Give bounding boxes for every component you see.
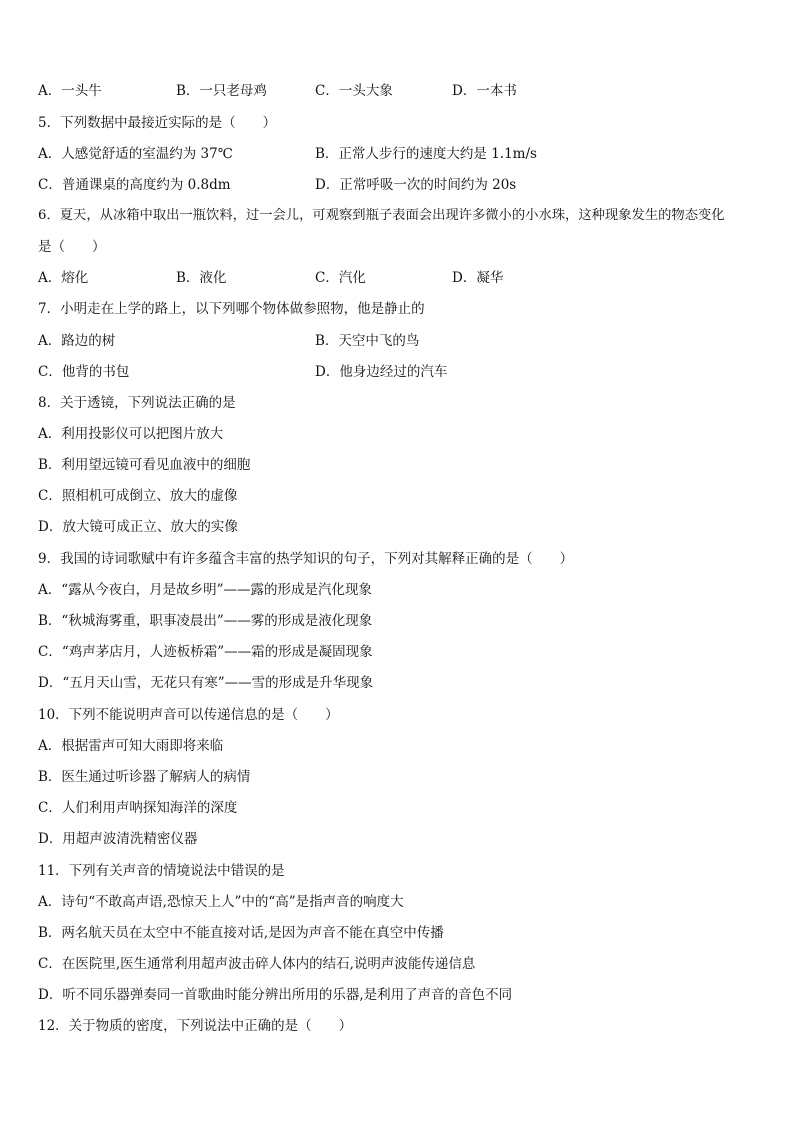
q7-option-b: B．天空中飞的鸟 [315, 333, 420, 349]
q6-option-c: C．汽化 [315, 270, 366, 286]
q9-option-b: B．“秋城海雾重，职事凌晨出”——雾的形成是液化现象 [38, 613, 373, 629]
q4-option-c: C．一头大象 [315, 83, 393, 99]
q9-option-a: A．“露从今夜白，月是故乡明”——露的形成是汽化现象 [38, 582, 373, 598]
q11-option-a: A．诗句“不敢高声语,恐惊天上人”中的“高”是指声音的响度大 [38, 894, 404, 910]
q10-option-c: C．人们利用声呐探知海洋的深度 [38, 800, 238, 816]
q4-option-a: A．一头牛 [38, 83, 102, 99]
q11-option-c: C．在医院里,医生通常利用超声波击碎人体内的结石,说明声波能传递信息 [38, 956, 476, 972]
q7-option-d: D．他身边经过的汽车 [315, 364, 448, 380]
q5-option-c: C．普通课桌的高度约为 0.8dm [38, 177, 231, 193]
q6-option-d: D．凝华 [452, 270, 504, 286]
q8-stem: 8．关于透镜，下列说法正确的是 [38, 395, 236, 411]
q8-option-d: D．放大镜可成正立、放大的实像 [38, 519, 238, 535]
q6-option-b: B．液化 [176, 270, 227, 286]
q10-stem: 10．下列不能说明声音可以传递信息的是（ ） [38, 707, 339, 723]
q10-option-b: B．医生通过听诊器了解病人的病情 [38, 769, 251, 785]
q11-option-d: D．听不同乐器弹奏同一首歌曲时能分辨出所用的乐器,是利用了声音的音色不同 [38, 987, 513, 1003]
q12-stem: 12．关于物质的密度，下列说法中正确的是（ ） [38, 1018, 353, 1034]
q11-stem: 11．下列有关声音的情境说法中错误的是 [38, 863, 285, 879]
q7-option-c: C．他背的书包 [38, 364, 130, 380]
q6-stem-line1: 6．夏天，从冰箱中取出一瓶饮料，过一会儿，可观察到瓶子表面会出现许多微小的小水珠，这种现象发生的物态变化 [38, 208, 725, 223]
q5-stem: 5．下列数据中最接近实际的是（ ） [38, 115, 277, 131]
q10-option-a: A．根据雷声可知大雨即将来临 [38, 738, 224, 754]
q7-stem: 7．小明走在上学的路上，以下列哪个物体做参照物，他是静止的 [38, 301, 425, 317]
q5-option-a: A．人感觉舒适的室温约为 37℃ [38, 146, 233, 162]
q7-option-a: A．路边的树 [38, 333, 116, 349]
q11-option-b: B．两名航天员在太空中不能直接对话,是因为声音不能在真空中传播 [38, 925, 444, 941]
q9-option-d: D．“五月天山雪，无花只有寒”——雪的形成是升华现象 [38, 675, 374, 691]
q5-option-d: D．正常呼吸一次的时间约为 20s [315, 177, 517, 193]
q10-option-d: D．用超声波清洗精密仪器 [38, 831, 198, 847]
q6-stem-line2: 是（ ） [38, 239, 106, 255]
q8-option-a: A．利用投影仪可以把图片放大 [38, 426, 224, 442]
q4-option-b: B．一只老母鸡 [176, 83, 267, 99]
q6-option-a: A．熔化 [38, 270, 89, 286]
q9-option-c: C．“鸡声茅店月，人迹板桥霜”——霜的形成是凝固现象 [38, 644, 373, 660]
q8-option-c: C．照相机可成倒立、放大的虚像 [38, 488, 238, 504]
q8-option-b: B．利用望远镜可看见血液中的细胞 [38, 457, 251, 473]
q5-option-b: B．正常人步行的速度大约是 1.1m/s [315, 146, 537, 162]
q4-option-d: D．一本书 [452, 83, 517, 99]
q9-stem: 9．我国的诗词歌赋中有许多蕴含丰富的热学知识的句子，下列对其解释正确的是（ ） [38, 551, 574, 567]
